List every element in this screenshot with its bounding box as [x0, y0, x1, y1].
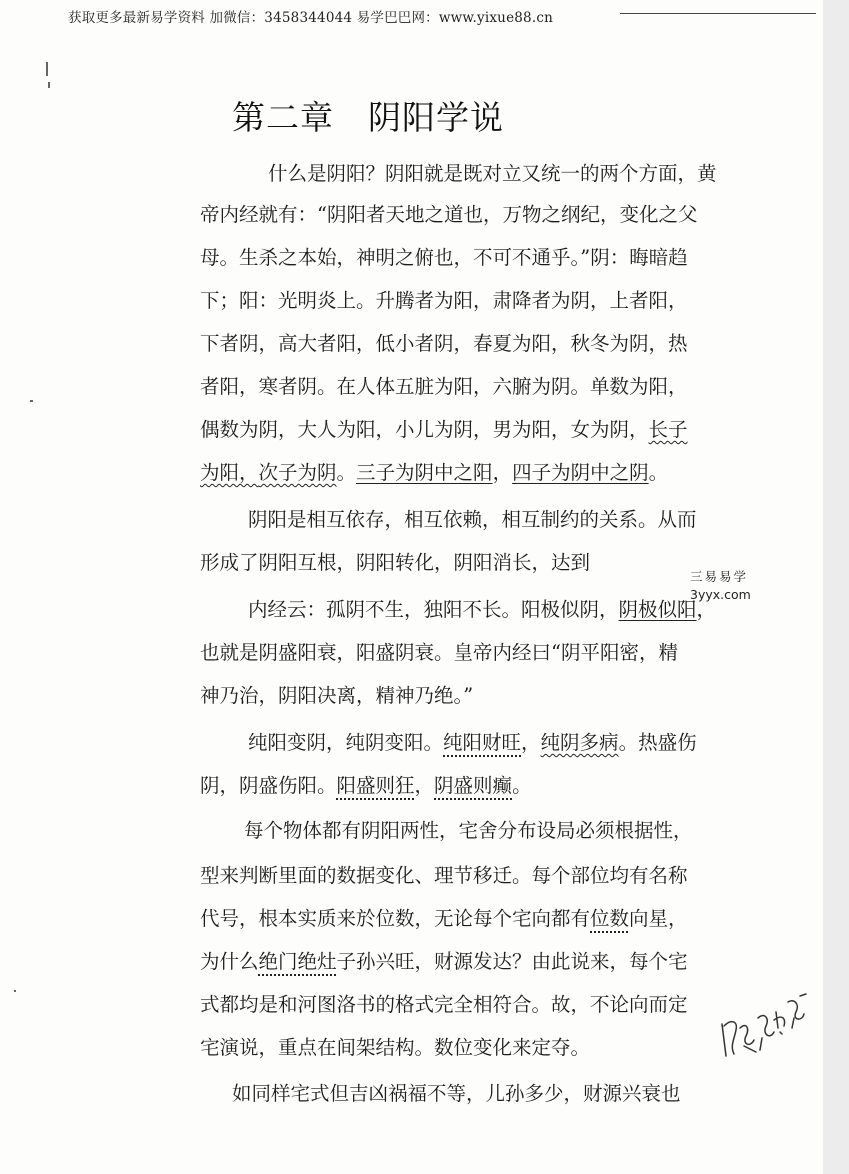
text-line: 如同样宅式但吉凶祸福不等，儿孙多少，财源兴衰也: [232, 1082, 681, 1105]
text-segment: 偶数为阴，大人为阳，小儿为阴，男为阳，女为阴，: [200, 418, 649, 441]
text-line: 每个物体都有阴阳两性，宅舍分布设局必须根据性，: [244, 819, 693, 842]
handwritten-signature: [716, 988, 816, 1068]
text-segment: ，: [414, 774, 435, 797]
header-banner: 获取更多最新易学资料 加微信：3458344044 易学巴巴网：www.yixue88.cn: [68, 10, 553, 26]
text-line: [200, 946, 688, 974]
chapter-number: 第二章: [232, 98, 334, 137]
text-line: 下者阴，高大者阳，低小者阴，春夏为阳，秋冬为阴，热: [200, 332, 688, 355]
text-line: [248, 727, 697, 755]
scan-speck: [48, 82, 50, 88]
underlined-text: 阴极似阳: [618, 598, 697, 621]
text-line: [200, 903, 688, 931]
text-segment: 代号，根本实质来於位数，无论每个宅向都有: [200, 907, 591, 930]
text-segment: 子孙兴旺，财源发达？由此说来，每个宅: [336, 950, 688, 973]
text-segment: 。: [336, 461, 357, 484]
looped-emphasis-text: 纯阳财旺: [443, 731, 522, 754]
text-line: 神乃治，阴阳决离，精神乃绝。”: [200, 684, 474, 707]
watermark-name: 三易易学: [690, 569, 749, 584]
wavy-underlined-text: 为阳，: [200, 461, 259, 484]
text-line: [200, 457, 668, 485]
page-edge: [823, 0, 849, 1174]
header-rule: [620, 13, 816, 14]
looped-emphasis-text: 阳盛则狂: [336, 774, 415, 797]
underlined-text: 三子为阴中之阳: [356, 461, 493, 484]
text-line: 母。生杀之本始，神明之俯也，不可不通乎。”阴：晦暗趋: [200, 246, 688, 269]
text-segment: 。热盛伤: [618, 731, 697, 754]
chapter-name: 阴阳学说: [368, 98, 504, 137]
text-segment: 。: [512, 774, 532, 797]
looped-emphasis-text: 阴盛则癫: [434, 774, 513, 797]
wavy-underlined-text: 次子为阴: [258, 461, 337, 484]
text-line: [200, 414, 688, 442]
looped-emphasis-text: 绝门绝灶: [258, 950, 337, 973]
text-line: 形成了阴阳互根，阴阳转化，阴阳消长，达到: [200, 551, 591, 574]
text-segment: 向星，: [629, 907, 688, 930]
scan-speck: [30, 400, 33, 402]
text-line: 下；阳：光明炎上。升腾者为阳，肃降者为阴，上者阳，: [200, 289, 688, 312]
text-line: [248, 594, 716, 622]
underlined-text: 四子为阴中之阴: [512, 461, 649, 484]
text-line: 什么是阴阳？阴阳就是既对立又统一的两个方面，黄: [268, 162, 717, 185]
text-line: 宅演说，重点在间架结构。数位变化来定夺。: [200, 1036, 591, 1059]
scan-speck: [46, 62, 48, 76]
text-segment: ，: [696, 598, 717, 621]
text-segment: ，: [521, 731, 541, 754]
scan-speck: [14, 990, 16, 992]
text-segment: ，: [492, 461, 513, 484]
text-line: 帝内经就有：“阴阳者天地之道也，万物之纲纪，变化之父: [200, 203, 698, 226]
text-line: 者阳，寒者阴。在人体五脏为阳，六腑为阴。单数为阳，: [200, 375, 688, 398]
wavy-underlined-text: 纯阴多病: [540, 731, 619, 754]
looped-emphasis-text: 位数: [590, 907, 630, 930]
watermark-url: 3yyx.com: [690, 587, 751, 602]
text-segment: 内经云：孤阴不生，独阳不长。阳极似阴，: [248, 598, 619, 621]
text-segment: 阴，阴盛伤阳。: [200, 774, 337, 797]
text-line: 式都均是和河图洛书的格式完全相符合。故，不论向而定: [200, 993, 688, 1016]
text-line: 也就是阴盛阳衰，阳盛阴衰。皇帝内经曰“阴平阳密，精: [200, 641, 678, 664]
text-line: [200, 770, 532, 798]
chapter-title: [232, 92, 504, 139]
wavy-underlined-text: 长子: [648, 418, 688, 441]
text-segment: 纯阳变阴，纯阴变阳。: [248, 731, 444, 754]
text-segment: 。: [648, 461, 669, 484]
text-line: 型来判断里面的数据变化、理节移迁。每个部位均有名称: [200, 864, 688, 887]
text-line: 阴阳是相互依存，相互依赖，相互制约的关系。从而: [248, 508, 697, 531]
text-segment: 为什么: [200, 950, 259, 973]
